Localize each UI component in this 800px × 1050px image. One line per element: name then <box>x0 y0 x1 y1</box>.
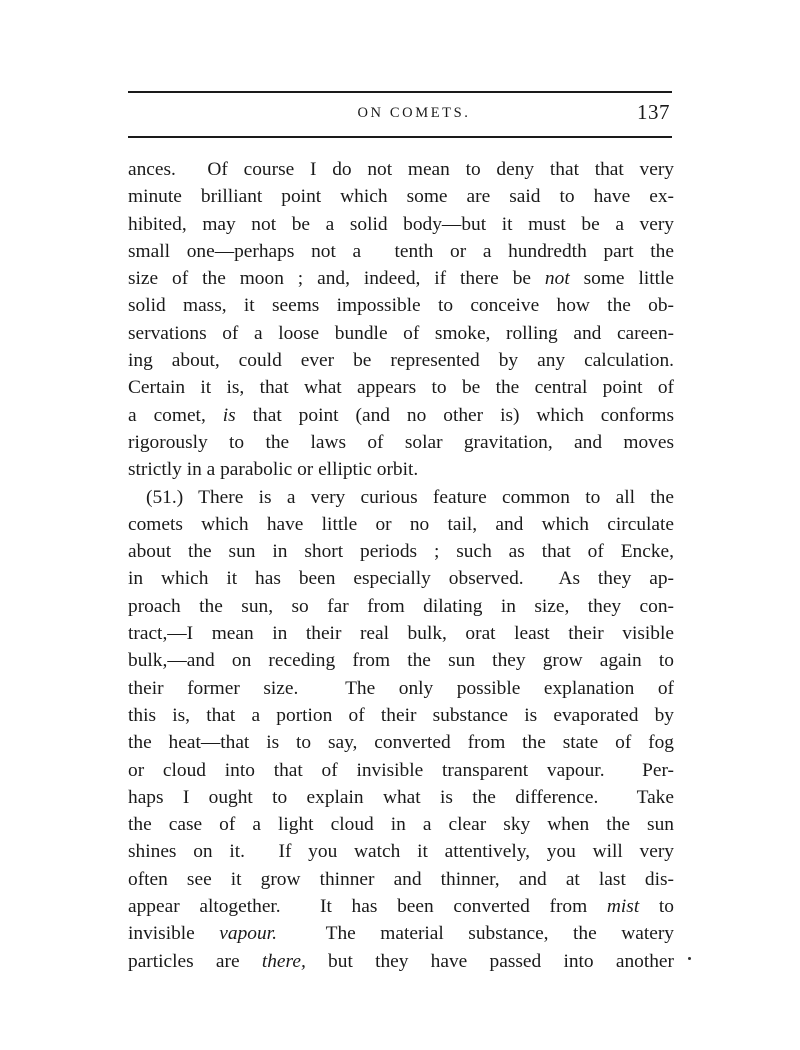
text-run: tract,—I mean in their real bulk, orat least their visible <box>128 623 674 645</box>
text-line <box>128 784 674 811</box>
body-text <box>128 156 674 975</box>
italic-word: is <box>222 404 236 426</box>
text-run: strictly in a parabolic or elliptic orbit. <box>128 459 419 481</box>
text-line <box>128 429 674 456</box>
text-run: the case of a light cloud in a clear sky when the sun <box>128 814 674 836</box>
text-line <box>128 292 674 319</box>
text-run: The material substance, the watery <box>276 923 674 945</box>
text-run: ing about, could ever be represented by any calculation. <box>128 350 674 372</box>
text-run: servations of a loose bundle of smoke, rolling and careen- <box>128 322 674 344</box>
header-top-rule <box>128 91 672 93</box>
italic-word: mist <box>606 896 640 918</box>
text-run: in which it has been especially observed. As they ap- <box>128 568 674 590</box>
running-title: ON COMETS. <box>357 105 471 121</box>
text-run: haps I ought to explain what is the difference. Take <box>128 786 674 808</box>
text-line <box>128 593 674 620</box>
text-line <box>128 265 674 292</box>
text-run: their former size. The only possible explanation of <box>128 677 674 699</box>
text-run: size of the moon ; and, indeed, if there be <box>128 268 545 290</box>
stray-ink-mark <box>688 957 691 960</box>
text-run: ances. Of course I do not mean to deny that that very <box>128 159 674 180</box>
text-line <box>128 456 674 483</box>
text-run: shines on it. If you watch it attentively, you will very <box>128 841 674 863</box>
page-number: 137 <box>637 100 670 124</box>
text-run: comets which have little or no tail, and which circulate <box>128 513 674 535</box>
text-run: minute brilliant point which some are said to have ex- <box>128 186 674 208</box>
text-line <box>128 757 674 784</box>
text-line <box>128 675 674 702</box>
text-line <box>128 647 674 674</box>
text-line <box>128 320 674 347</box>
text-run: Certain it is, that what appears to be the central point of <box>128 377 674 399</box>
text-run: to <box>639 896 675 918</box>
text-line <box>128 620 674 647</box>
text-line <box>128 702 674 729</box>
italic-word: vapour. <box>219 923 277 945</box>
text-line <box>128 484 674 511</box>
text-run: invisible <box>128 923 220 945</box>
text-line <box>128 811 674 838</box>
italic-word: there, <box>261 950 306 972</box>
text-run: some little <box>569 268 674 290</box>
text-run: or cloud into that of invisible transparent vapour. Per- <box>128 759 674 781</box>
text-line <box>128 948 674 975</box>
text-run: a comet, <box>128 404 223 426</box>
text-line <box>128 866 674 893</box>
text-line <box>128 565 674 592</box>
text-line <box>128 402 674 429</box>
text-run: about the sun in short periods ; such as that of Encke, <box>128 541 674 563</box>
text-line <box>128 156 674 183</box>
text-line <box>128 838 674 865</box>
text-run: but they have passed into another <box>305 950 675 972</box>
text-run: (51.) There is a very curious feature common to all the <box>146 486 674 508</box>
text-line <box>128 511 674 538</box>
text-line <box>128 183 674 210</box>
text-line <box>128 347 674 374</box>
text-run: that point (and no other is) which conforms <box>235 404 674 426</box>
text-run: solid mass, it seems impossible to conceive how the ob- <box>128 295 674 317</box>
text-run: rigorously to the laws of solar gravitation, and moves <box>128 431 674 453</box>
text-run: often see it grow thinner and thinner, and at last dis- <box>128 868 674 890</box>
italic-word: not <box>544 268 570 290</box>
header-bottom-rule <box>128 136 672 138</box>
text-line <box>128 893 674 920</box>
text-run: appear altogether. It has been converted from <box>128 896 607 918</box>
text-run: proach the sun, so far from dilating in size, they con- <box>128 595 674 617</box>
text-line <box>128 538 674 565</box>
text-run: small one—perhaps not a tenth or a hundredth part the <box>128 240 674 262</box>
text-run: bulk,—and on receding from the sun they grow again to <box>128 650 674 672</box>
text-run: this is, that a portion of their substance is evaporated by <box>128 704 674 726</box>
text-line <box>128 238 674 265</box>
text-line <box>128 211 674 238</box>
text-line <box>128 374 674 401</box>
text-run: the heat—that is to say, converted from the state of fog <box>128 732 674 754</box>
running-head <box>128 100 672 127</box>
text-line <box>128 920 674 947</box>
text-line <box>128 729 674 756</box>
text-run: hibited, may not be a solid body—but it must be a very <box>128 213 674 235</box>
text-run: particles are <box>128 950 262 972</box>
